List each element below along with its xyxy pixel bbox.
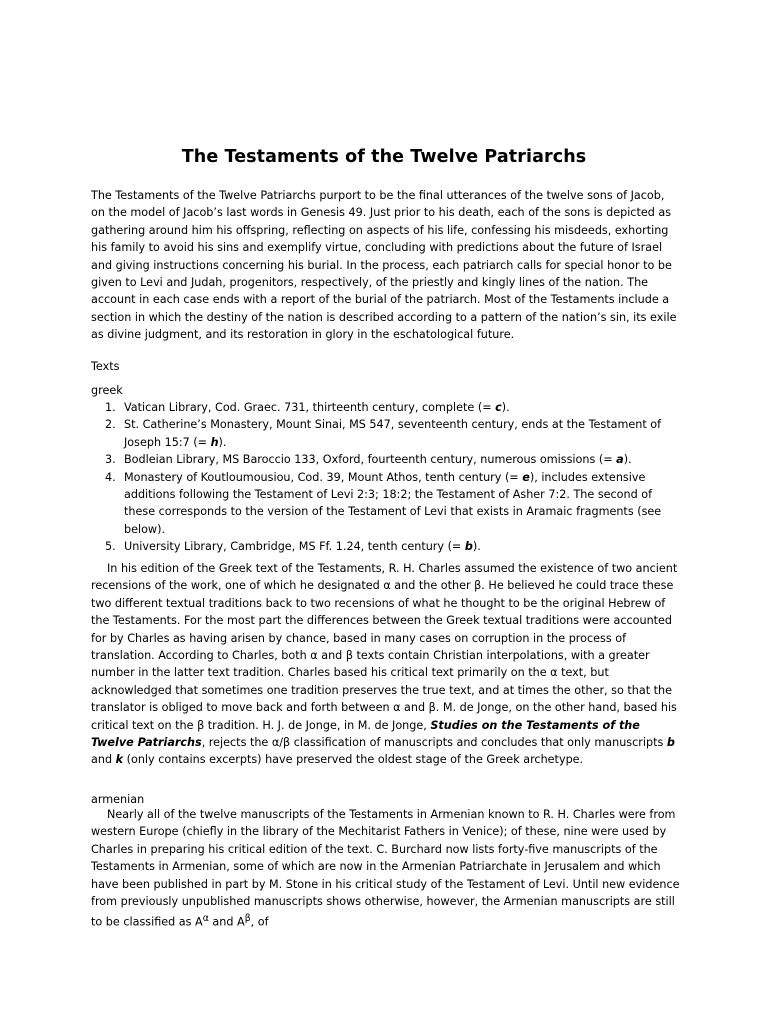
list-item-close: ). (218, 435, 227, 449)
paragraph-text: and A (208, 916, 245, 930)
list-item (91, 469, 681, 539)
list-number: 1. (105, 401, 116, 414)
list-item-text: St. Catherine’s Monastery, Mount Sinai, MS 547, seventeenth century, ends at the Testament of Joseph 15:7 (= (124, 418, 662, 449)
list-item (91, 399, 681, 416)
list-number: 3. (105, 453, 116, 467)
manuscript-siglum: e (522, 470, 530, 484)
manuscript-siglum: b (464, 540, 473, 554)
manuscript-siglum: b (666, 736, 675, 750)
subsection-heading-armenian: armenian (91, 793, 145, 806)
armenian-paragraph (91, 806, 681, 932)
list-item-text: University Library, Cambridge, MS Ff. 1.24, tenth century (= (124, 540, 465, 554)
work-title: Studies on the Testaments of the Twelve Patriarchs (91, 718, 640, 750)
list-item-close: ), includes extensive additions following the Testament of Levi 2:3; 18:2; the Testament of Asher 7:2. The second of these corresponds to the version of the Testament of Levi that exists in Aramaic fragments (see below). (124, 470, 662, 536)
paragraph-text: , rejects the α/β classification of manuscripts and concludes that only manuscripts (201, 736, 667, 750)
list-item-close: ). (501, 401, 510, 414)
list-number: 5. (105, 540, 116, 554)
list-number: 2. (105, 418, 116, 432)
list-item-text: Monastery of Koutloumousiou, Cod. 39, Mount Athos, tenth century (= (124, 470, 523, 484)
list-item (91, 416, 681, 451)
page-title: The Testaments of the Twelve Patriarchs (181, 147, 587, 167)
list-item-text: Vatican Library, Cod. Graec. 731, thirteenth century, complete (= (124, 401, 496, 414)
paragraph-text: Nearly all of the twelve manuscripts of the Testaments in Armenian known to R. H. Charles were from western Europe (chiefly in the library of the Mechitarist Fathers in Venice); of these, nine were used by Charles in preparing his critical edition of the text. C. Burchard now lists forty-five manuscripts of the Testaments in Armenian, some of which are now in the Armenian Patriarchate in Jerusalem and which have been published in part by M. Stone in his critical study of the Testament of Levi. Until new evidence from previously unpublished manuscripts shows otherwise, however, the Armenian manuscripts are still to be classified as A (91, 808, 680, 930)
list-item-text: Bodleian Library, MS Baroccio 133, Oxford, fourteenth century, numerous omissions (= (124, 453, 617, 467)
section-heading-texts: Texts (91, 360, 120, 373)
manuscript-siglum: h (210, 435, 219, 449)
superscript-alpha: α (202, 913, 209, 925)
intro-paragraph: The Testaments of the Twelve Patriarchs purport to be the final utterances of the twelve sons of Jacob, on the model of Jacob’s last words in Genesis 49. Just prior to his death, each of the sons is depicted as gathering around him his offspring, reflecting on aspects of his life, confessing his misdeeds, exhorting his family to avoid his sins and exemplify virtue, concluding with predictions about the future of Israel and giving instructions concerning his burial. In the process, each patriarch calls for special honor to be given to Levi and Judah, progenitors, respectively, of the priestly and kingly lines of the nation. The account in each case ends with a report of the burial of the patriarch. Most of the Testaments include a section in which the destiny of the nation is described according to a pattern of the nation’s sin, its exile as divine judgment, and its restoration in glory in the eschatological future. (91, 189, 677, 342)
list-item-close: ). (623, 453, 632, 467)
list-item (91, 451, 681, 468)
paragraph-text: (only contains excerpts) have preserved the oldest stage of the Greek archetype. (123, 753, 584, 767)
paragraph-text: and (91, 753, 116, 767)
paragraph-text: In his edition of the Greek text of the Testaments, R. H. Charles assumed the existence of two ancient recensions of the work, one of which he designated α and the other β. He believed he could trace these two different textual traditions back to two recensions of what he thought to be the original Hebrew of the Testaments. For the most part the differences between the Greek textual traditions were accounted for by Charles as having arisen by chance, based in many cases on corruption in the process of translation. According to Charles, both α and β texts contain Christian interpolations, with a greater number in the latter text tradition. Charles based his critical text primarily on the α text, but acknowledged that sometimes one tradition preserves the true text, and at times the other, so that the translator is obliged to move back and forth between α and β. M. de Jonge, on the other hand, based his critical text on the β tradition. H. J. de Jonge, in M. de Jonge, (91, 562, 678, 732)
paragraph-text: , of (250, 916, 269, 930)
list-number: 4. (105, 470, 116, 484)
manuscript-siglum: a (616, 453, 624, 467)
manuscript-list (91, 399, 681, 556)
list-item (91, 538, 681, 555)
manuscript-siglum: k (115, 753, 124, 767)
superscript-beta: β (244, 913, 251, 925)
list-item-close: ). (472, 540, 481, 554)
charles-paragraph (91, 560, 681, 769)
manuscript-siglum: c (495, 401, 502, 414)
subsection-heading-greek: greek (91, 384, 123, 397)
